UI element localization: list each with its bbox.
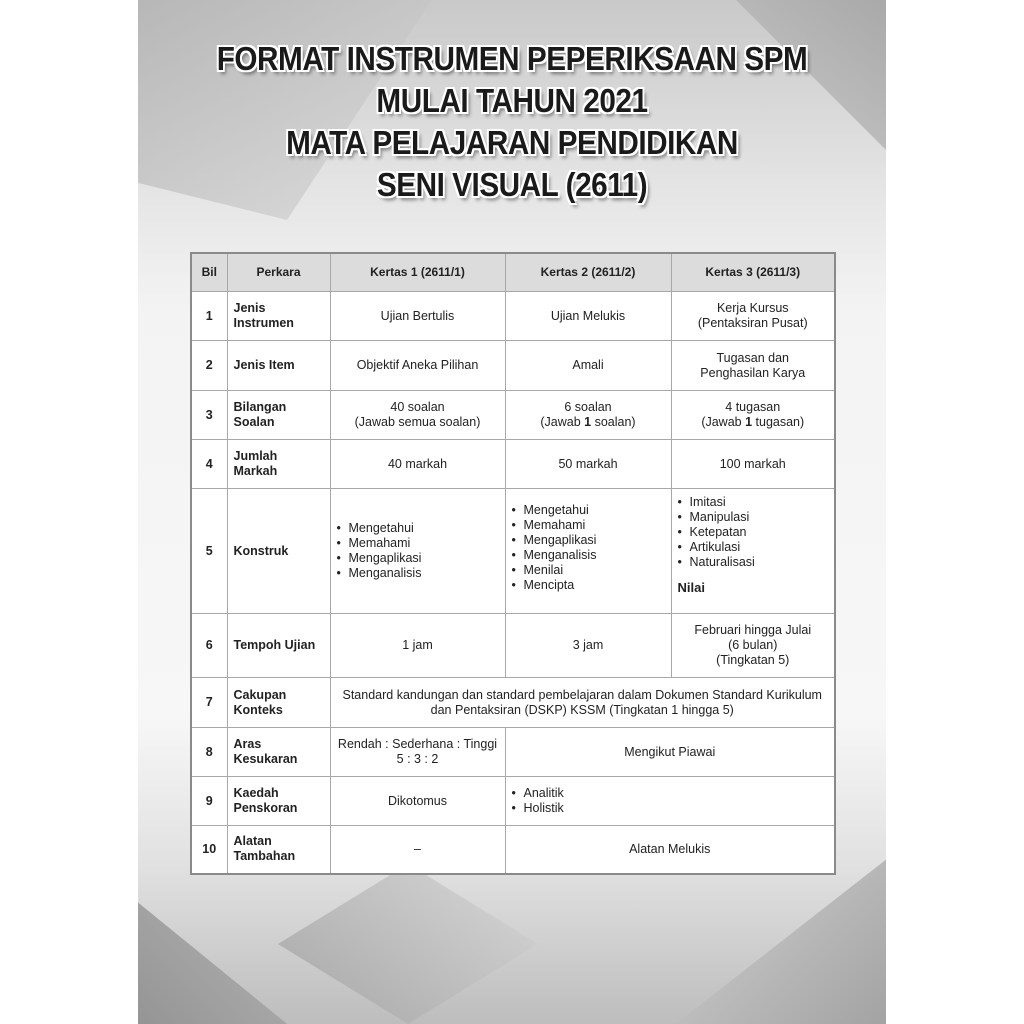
cell — [671, 489, 835, 614]
cell: 1 jam — [330, 614, 505, 678]
list-item: • Memahami — [349, 536, 499, 551]
table-row — [191, 777, 835, 826]
cell: 3 jam — [505, 614, 671, 678]
title-line: MULAI TAHUN 2021 — [376, 82, 648, 119]
row-number: 7 — [191, 678, 227, 728]
list-item: • Memahami — [524, 518, 665, 533]
row-number: 3 — [191, 391, 227, 440]
col-header: Bil — [191, 253, 227, 292]
text: soalan) — [591, 415, 636, 429]
cell — [671, 391, 835, 440]
row-label: Cakupan Konteks — [227, 678, 330, 728]
list-item: • Mengaplikasi — [349, 551, 499, 566]
cell-line: Standard kandungan dan standard pembelajaran dalam Dokumen Standard Kurikulum — [342, 687, 822, 702]
cell-line: 5 : 3 : 2 — [396, 752, 439, 766]
cell: 40 markah — [330, 440, 505, 489]
text: (Jawab — [701, 415, 746, 429]
text: 1 — [584, 415, 592, 429]
row-number: 4 — [191, 440, 227, 489]
row-label: Aras Kesukaran — [227, 728, 330, 777]
cell-line: (Jawab semua soalan) — [354, 415, 481, 429]
row-number: 10 — [191, 826, 227, 874]
list-item: • Artikulasi — [690, 540, 829, 555]
row-label: Kaedah Penskoran — [227, 777, 330, 826]
cell: 50 markah — [505, 440, 671, 489]
row-number: 6 — [191, 614, 227, 678]
text: (Jawab — [540, 415, 585, 429]
list-item: • Analitik — [524, 786, 829, 801]
cell — [330, 678, 835, 728]
cell — [505, 777, 835, 826]
text: 1 — [745, 415, 753, 429]
header-row — [191, 253, 835, 292]
cell-line: Penghasilan Karya — [700, 365, 806, 380]
cell: Amali — [505, 341, 671, 391]
title-line: FORMAT INSTRUMEN PEPERIKSAAN SPM — [216, 40, 808, 77]
cell: Objektif Aneka Pilihan — [330, 341, 505, 391]
cell — [330, 391, 505, 440]
cell-line: Rendah : Sederhana : Tinggi — [337, 737, 498, 751]
cell-line: Februari hingga Julai — [694, 623, 812, 637]
list-item: • Ketepatan — [690, 525, 829, 540]
title-line: MATA PELAJARAN PENDIDIKAN — [286, 124, 738, 161]
table-row — [191, 678, 835, 728]
list-item: • Mencipta — [524, 578, 665, 593]
decorative-shape — [278, 864, 538, 1024]
row-label: Tempoh Ujian — [227, 614, 330, 678]
cell-line: Kerja Kursus — [716, 301, 789, 315]
col-header: Kertas 2 (2611/2) — [505, 253, 671, 292]
cell-line: 40 soalan — [390, 400, 445, 414]
col-header: Kertas 1 (2611/1) — [330, 253, 505, 292]
row-label: Konstruk — [227, 489, 330, 614]
cell: Ujian Bertulis — [330, 292, 505, 341]
row-number: 9 — [191, 777, 227, 826]
row-label: Jenis Instrumen — [227, 292, 330, 341]
row-number: 2 — [191, 341, 227, 391]
row-label: Jenis Item — [227, 341, 330, 391]
table-row — [191, 341, 835, 391]
cell-line: (6 bulan) — [728, 638, 778, 652]
cell: – — [330, 826, 505, 874]
cell: Dikotomus — [330, 777, 505, 826]
row-number: 5 — [191, 489, 227, 614]
list-item: • Menganalisis — [524, 548, 665, 563]
list-item: • Menilai — [524, 563, 665, 578]
cell-line: (Tingkatan 5) — [716, 653, 790, 667]
row-label: Alatan Tambahan — [227, 826, 330, 874]
cell-line: 4 tugasan — [725, 400, 781, 414]
cell: Mengikut Piawai — [505, 728, 835, 777]
text: tugasan) — [752, 415, 805, 429]
table-row — [191, 489, 835, 614]
list-item: • Naturalisasi — [690, 555, 829, 570]
col-header: Perkara — [227, 253, 330, 292]
cell — [505, 391, 671, 440]
cell — [330, 489, 505, 614]
nilai-label: Nilai — [677, 580, 705, 595]
table-row — [191, 391, 835, 440]
cell-line: (Pentaksiran Pusat) — [697, 316, 808, 330]
table-row — [191, 292, 835, 341]
title-line: SENI VISUAL (2611) — [376, 166, 648, 203]
list-item: • Imitasi — [690, 495, 829, 510]
col-header: Kertas 3 (2611/3) — [671, 253, 835, 292]
cell-line: 6 soalan — [564, 400, 612, 414]
list-item: • Mengetahui — [349, 521, 499, 536]
row-number: 8 — [191, 728, 227, 777]
list-item: • Manipulasi — [690, 510, 829, 525]
cell-line — [678, 415, 829, 430]
table-row — [191, 440, 835, 489]
row-number: 1 — [191, 292, 227, 341]
cell — [671, 292, 835, 341]
cell: Alatan Melukis — [505, 826, 835, 874]
page-title — [0, 38, 1024, 206]
list-item: • Menganalisis — [349, 566, 499, 581]
cell — [671, 614, 835, 678]
cell-line: Tugasan dan — [716, 350, 789, 365]
cell — [505, 489, 671, 614]
table-row — [191, 826, 835, 874]
table-row — [191, 614, 835, 678]
row-label: Jumlah Markah — [227, 440, 330, 489]
cell — [671, 341, 835, 391]
format-table — [190, 252, 836, 875]
row-label: Bilangan Soalan — [227, 391, 330, 440]
list-item: • Holistik — [524, 801, 829, 816]
list-item: • Mengaplikasi — [524, 533, 665, 548]
cell: 100 markah — [671, 440, 835, 489]
cell-line: dan Pentaksiran (DSKP) KSSM (Tingkatan 1 hingga 5) — [430, 702, 734, 717]
table-row — [191, 728, 835, 777]
cell-line — [512, 415, 665, 430]
cell: Ujian Melukis — [505, 292, 671, 341]
cell — [330, 728, 505, 777]
list-item: • Mengetahui — [524, 503, 665, 518]
